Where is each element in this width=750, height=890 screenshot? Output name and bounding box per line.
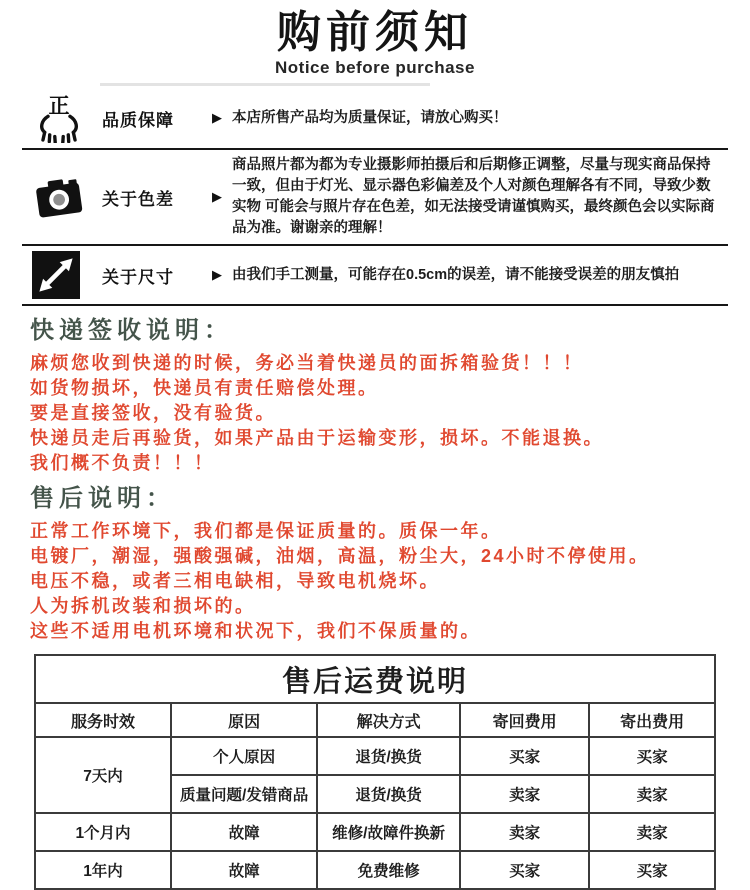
feature-text-color: 商品照片都为都为专业摄影师拍摄后和后期修正调整，尽量与现实商品保持一致，但由于灯光、显示器色彩偏差及个人对颜色理解各有不同，导致少数实物 可能会与照片存在色差，如无法接受请谨慎购买，最终颜色会以实际商品为准。谢谢亲的理解！ — [232, 157, 715, 236]
cell-send-fee: 买家 — [589, 737, 715, 775]
triangle-bullet-icon: ▶ — [212, 267, 222, 282]
feature-list — [22, 88, 728, 306]
feature-label-color: 关于色差 — [102, 189, 174, 209]
cell-solution: 退货/换货 — [317, 737, 460, 775]
col-header-send-fee: 寄出费用 — [589, 703, 715, 737]
table-title: 售后运费说明 — [35, 655, 715, 703]
cell-send-fee: 买家 — [589, 851, 715, 889]
cell-period-1month: 1个月内 — [35, 813, 171, 851]
aftersale-warning-line: 这些不适用电机环境和状况下，我们不保质量的。 — [30, 621, 481, 641]
table-header-row — [35, 703, 715, 737]
table-row — [35, 851, 715, 889]
aftersale-section — [30, 484, 730, 644]
feature-label-size: 关于尺寸 — [102, 267, 174, 287]
shipping-fee-table-wrap — [34, 654, 716, 890]
header-divider — [100, 83, 430, 86]
feature-text-size: 由我们手工测量，可能存在0.5cm的误差，请不能接受误差的朋友慎拍 — [232, 266, 680, 283]
table-row — [35, 737, 715, 775]
cell-return-fee: 买家 — [460, 737, 589, 775]
delivery-warning-line: 麻烦您收到快递的时候，务必当着快递员的面拆箱验货！！！ — [30, 353, 584, 373]
aftersale-heading: 售后说明： — [30, 485, 175, 512]
cell-reason: 质量问题/发错商品 — [171, 775, 317, 813]
delivery-warning-line: 我们概不负责！！！ — [30, 453, 215, 473]
cell-return-fee: 买家 — [460, 851, 589, 889]
aftersale-warning-line: 人为拆机改装和损坏的。 — [30, 596, 256, 616]
cell-return-fee: 卖家 — [460, 775, 589, 813]
feature-label-quality: 品质保障 — [102, 110, 174, 130]
svg-text:正: 正 — [48, 94, 70, 118]
aftersale-warning-line: 电镀厂，潮湿，强酸强碱，油烟，高温，粉尘大，24小时不停使用。 — [30, 546, 650, 566]
camera-icon — [22, 173, 86, 221]
aftersale-warning-line: 电压不稳，或者三相电缺相，导致电机烧坏。 — [30, 571, 440, 591]
triangle-bullet-icon: ▶ — [212, 189, 222, 204]
shipping-fee-table — [34, 654, 716, 890]
cell-send-fee: 卖家 — [589, 775, 715, 813]
delivery-warning-line: 如货物损坏，快递员有责任赔偿处理。 — [30, 378, 379, 398]
page-header — [0, 0, 750, 86]
cell-solution: 维修/故障件换新 — [317, 813, 460, 851]
table-row — [35, 813, 715, 851]
hands-holding-zheng-icon — [22, 93, 86, 143]
cell-reason: 故障 — [171, 851, 317, 889]
page-subtitle: Notice before purchase — [275, 58, 475, 77]
col-header-reason: 原因 — [171, 703, 317, 737]
cell-return-fee: 卖家 — [460, 813, 589, 851]
delivery-sign-heading: 快递签收说明： — [30, 317, 233, 344]
feature-row-color — [22, 150, 728, 246]
feature-row-quality — [22, 88, 728, 150]
feature-row-size — [22, 246, 728, 306]
col-header-service-time: 服务时效 — [35, 703, 171, 737]
feature-text-quality: 本店所售产品均为质量保证，请放心购买！ — [232, 109, 508, 126]
cell-period-7days: 7天内 — [35, 737, 171, 813]
cell-solution: 退货/换货 — [317, 775, 460, 813]
cell-reason: 故障 — [171, 813, 317, 851]
diagonal-measure-arrow-icon — [22, 251, 86, 299]
cell-period-1year: 1年内 — [35, 851, 171, 889]
aftersale-warning-line: 正常工作环境下，我们都是保证质量的。质保一年。 — [30, 521, 502, 541]
cell-send-fee: 卖家 — [589, 813, 715, 851]
col-header-return-fee: 寄回费用 — [460, 703, 589, 737]
delivery-warning-line: 要是直接签收，没有验货。 — [30, 403, 276, 423]
col-header-solution: 解决方式 — [317, 703, 460, 737]
page-title: 购前须知 — [277, 8, 473, 57]
delivery-sign-section — [30, 316, 730, 476]
triangle-bullet-icon: ▶ — [212, 110, 222, 125]
cell-solution: 免费维修 — [317, 851, 460, 889]
cell-reason: 个人原因 — [171, 737, 317, 775]
delivery-warning-line: 快递员走后再验货，如果产品由于运输变形，损坏。不能退换。 — [30, 428, 604, 448]
